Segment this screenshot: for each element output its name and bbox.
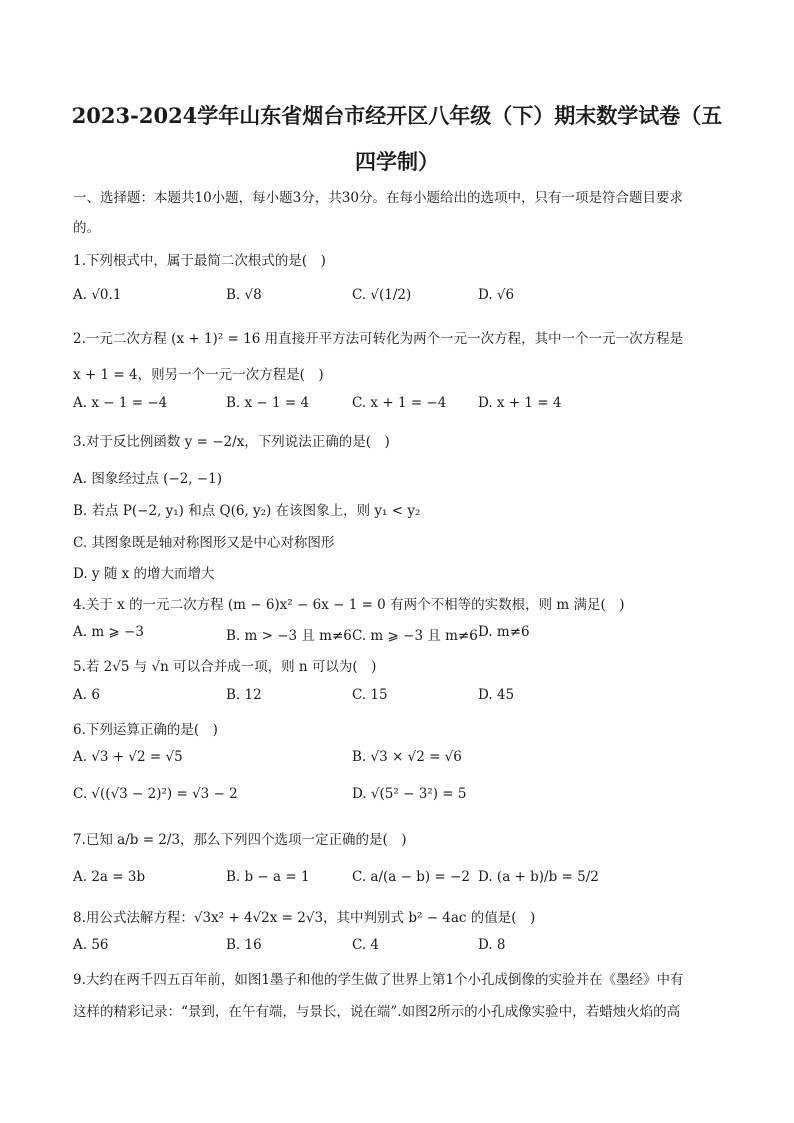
question-9-stem-line2: 这样的精彩记录：“景到，在午有端，与景长，说在端”.如图2所示的小孔成像实验中，若蜡烛火焰的高	[73, 1004, 681, 1020]
section-heading-line2: 的。	[73, 220, 100, 236]
q8-option-a: A. 56	[73, 937, 109, 953]
question-2-stem-line1: 2.一元二次方程 (x + 1)² = 16 用直接开平方法可转化为两个一元一次方程，其中一个一元一次方程是	[73, 331, 684, 347]
section-heading-line1: 一、选择题：本题共10小题，每小题3分，共30分。在每小题给出的选项中，只有一项是符合题目要求	[73, 190, 683, 206]
q5-option-b: B. 12	[226, 687, 262, 703]
question-6-stem: 6.下列运算正确的是( )	[73, 722, 218, 738]
q6-option-c: C. √((√3 − 2)²) = √3 − 2	[73, 786, 238, 802]
q7-option-a: A. 2a = 3b	[73, 869, 146, 885]
question-4-stem: 4.关于 x 的一元二次方程 (m − 6)x² − 6x − 1 = 0 有两个不相等的实数根，则 m 满足( )	[73, 597, 625, 613]
q7-option-c: C. a/(a − b) = −2	[352, 869, 470, 885]
question-9-stem-line1: 9.大约在两千四五百年前，如图1墨子和他的学生做了世界上第1个小孔成倒像的实验并在《墨经》中有	[73, 972, 684, 988]
q1-option-c: C. √(1/2)	[352, 287, 412, 303]
q4-option-b: B. m > −3 且 m≠6	[226, 628, 352, 644]
q6-option-d: D. √(5² − 3²) = 5	[352, 786, 467, 802]
exam-title-line1: 2023-2024学年山东省烟台市经开区八年级（下）期末数学试卷（五	[71, 103, 723, 128]
q8-option-d: D. 8	[478, 937, 506, 953]
question-8-stem: 8.用公式法解方程：√3x² + 4√2x = 2√3，其中判别式 b² − 4ac 的值是( )	[73, 910, 536, 926]
q7-option-b: B. b − a = 1	[226, 869, 310, 885]
q3-option-c: C. 其图象既是轴对称图形又是中心对称图形	[73, 535, 335, 551]
q6-option-b: B. √3 × √2 = √6	[352, 749, 462, 765]
question-3-stem: 3.对于反比例函数 y = −2/x，下列说法正确的是( )	[73, 434, 390, 450]
q2-option-b: B. x − 1 = 4	[226, 395, 310, 411]
q8-option-b: B. 16	[226, 937, 262, 953]
q7-option-d: D. (a + b)/b = 5/2	[478, 869, 599, 885]
q3-option-a: A. 图象经过点 (−2, −1)	[73, 471, 223, 487]
question-7-stem: 7.已知 a/b = 2/3，那么下列四个选项一定正确的是( )	[73, 832, 407, 848]
q6-option-a: A. √3 + √2 = √5	[73, 749, 183, 765]
q4-option-c: C. m ⩾ −3 且 m≠6	[352, 628, 478, 644]
q4-option-a: A. m ⩾ −3	[73, 624, 144, 640]
q4-option-d: D. m≠6	[478, 624, 530, 640]
q3-option-b: B. 若点 P(−2, y₁) 和点 Q(6, y₂) 在该图象上，则 y₁ < y₂	[73, 503, 421, 519]
q1-option-b: B. √8	[226, 287, 262, 303]
q5-option-d: D. 45	[478, 687, 515, 703]
q2-option-d: D. x + 1 = 4	[478, 395, 562, 411]
exam-title-line2: 四学制）	[355, 149, 439, 174]
q5-option-a: A. 6	[73, 687, 100, 703]
question-5-stem: 5.若 2√5 与 √n 可以合并成一项，则 n 可以为( )	[73, 659, 377, 675]
question-1-stem: 1.下列根式中，属于最简二次根式的是( )	[73, 253, 326, 269]
q5-option-c: C. 15	[352, 687, 388, 703]
q2-option-a: A. x − 1 = −4	[73, 395, 168, 411]
q1-option-d: D. √6	[478, 287, 515, 303]
q8-option-c: C. 4	[352, 937, 380, 953]
q3-option-d: D. y 随 x 的增大而增大	[73, 566, 215, 582]
q2-option-c: C. x + 1 = −4	[352, 395, 447, 411]
question-2-stem-line2: x + 1 = 4，则另一个一元一次方程是( )	[73, 367, 324, 383]
q1-option-a: A. √0.1	[73, 287, 122, 303]
